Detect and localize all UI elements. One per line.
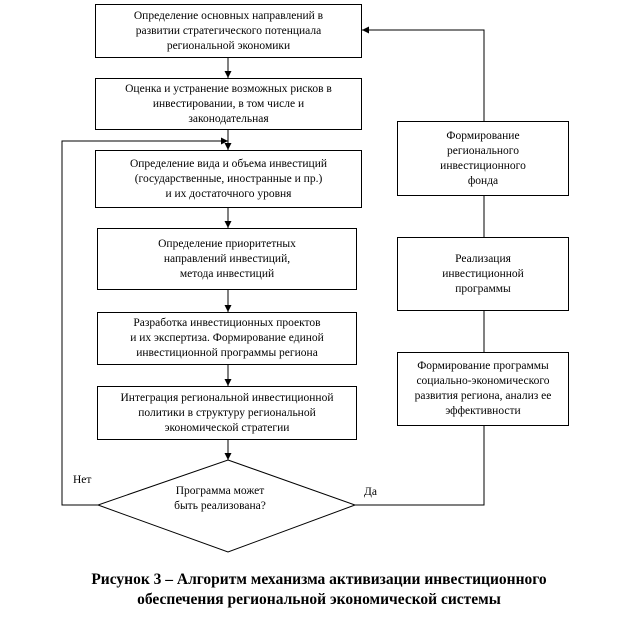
step-priority-directions: Определение приоритетных направлений инвестиций, метода инвестиций <box>97 228 357 290</box>
step-socioeconomic-program: Формирование программы социально-экономического развития региона, анализ ее эффективности <box>397 352 569 426</box>
step-strategic-directions: Определение основных направлений в развитии стратегического потенциала региональной экономики <box>95 4 362 58</box>
return-to-top-line <box>362 30 484 121</box>
step-project-development: Разработка инвестиционных проектов и их экспертиза. Формирование единой инвестиционной программы региона <box>97 312 357 365</box>
figure-caption-line2: обеспечения региональной экономической системы <box>137 591 501 608</box>
step-risk-assessment: Оценка и устранение возможных рисков в инвестировании, в том числе и законодательная <box>95 78 362 130</box>
decision-question: Программа может быть реализована? <box>174 485 266 512</box>
no-label: Нет <box>73 474 92 486</box>
yes-label: Да <box>364 486 377 498</box>
step-program-implementation: Реализация инвестиционной программы <box>397 237 569 311</box>
step-investment-volume: Определение вида и объема инвестиций (государственные, иностранные и пр.) и их достаточного уровня <box>95 150 362 208</box>
step-policy-integration: Интеграция региональной инвестиционной политики в структуру региональной экономической стратегии <box>97 386 357 440</box>
step-investment-fund: Формирование регионального инвестиционного фонда <box>397 121 569 196</box>
figure-caption-line1: Рисунок 3 – Алгоритм механизма активизации инвестиционного <box>91 571 547 588</box>
